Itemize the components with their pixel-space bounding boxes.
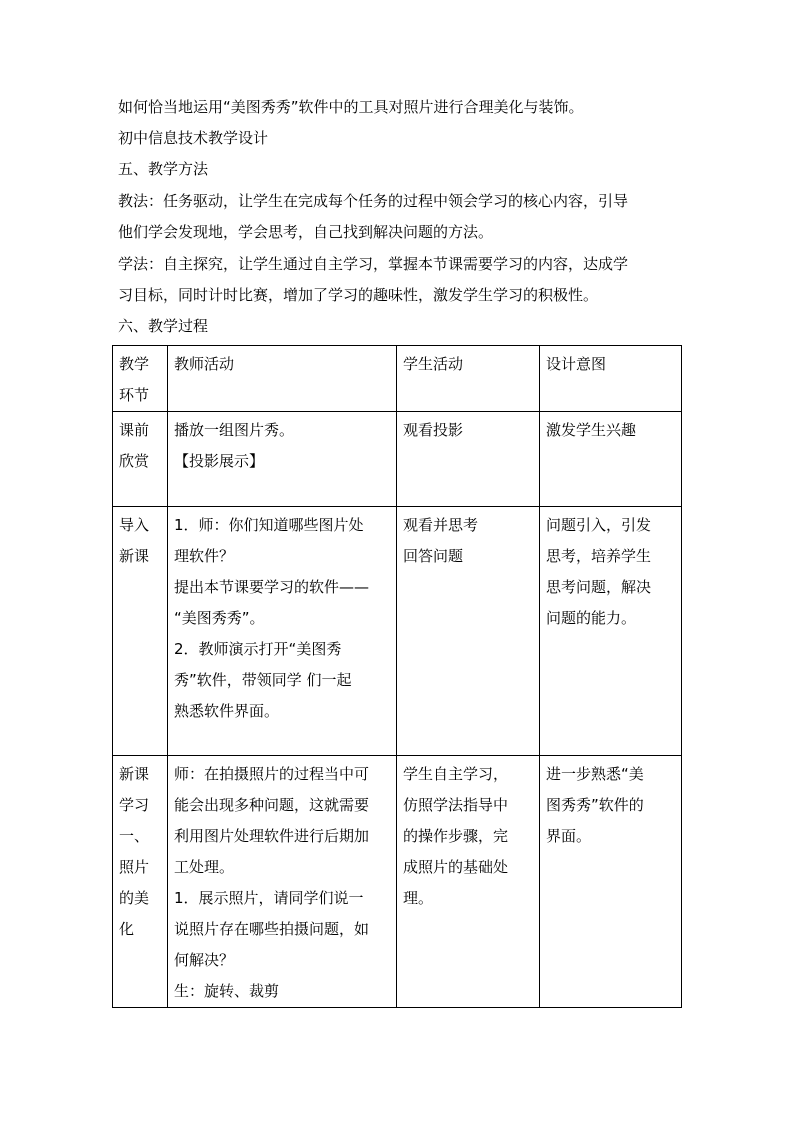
cell-stage: 导入 新课 — [113, 507, 168, 756]
paragraph-teaching-method-line1: 教法：任务驱动，让学生在完成每个任务的过程中领会学习的核心内容，引导 — [118, 192, 629, 210]
paragraph-learning-method-line1: 学法：自主探究，让学生通过自主学习，掌握本节课需要学习的内容，达成学 — [118, 255, 629, 273]
cell-design-intent: 激发学生兴趣 — [540, 412, 682, 507]
cell-stage: 课前 欣赏 — [113, 412, 168, 507]
section-heading-methods: 五、教学方法 — [118, 160, 209, 178]
cell-teacher-activity: 播放一组图片秀。 【投影展示】 — [168, 412, 397, 507]
header-stage: 教学 环节 — [113, 346, 168, 412]
cell-design-intent: 进一步熟悉“美 图秀秀”软件的 界面。 — [540, 756, 682, 1008]
cell-student-activity: 观看投影 — [397, 412, 540, 507]
header-design-intent: 设计意图 — [540, 346, 682, 412]
table-row — [113, 507, 682, 756]
cell-design-intent: 问题引入，引发 思考，培养学生 思考问题，解决 问题的能力。 — [540, 507, 682, 756]
table-row — [113, 756, 682, 1008]
cell-student-activity: 学生自主学习， 仿照学法指导中 的操作步骤，完 成照片的基础处 理。 — [397, 756, 540, 1008]
table-row — [113, 412, 682, 507]
teaching-process-table — [112, 345, 682, 1008]
cell-stage: 新课 学习 一、 照片 的美 化 — [113, 756, 168, 1008]
paragraph-title: 初中信息技术教学设计 — [118, 129, 269, 147]
cell-student-activity: 观看并思考 回答问题 — [397, 507, 540, 756]
paragraph-goal: 如何恰当地运用“美图秀秀”软件中的工具对照片进行合理美化与装饰。 — [118, 98, 584, 116]
header-student-activity: 学生活动 — [397, 346, 540, 412]
paragraph-teaching-method-line2: 他们学会发现地，学会思考，自己找到解决问题的方法。 — [118, 223, 494, 241]
header-teacher-activity: 教师活动 — [168, 346, 397, 412]
cell-teacher-activity: 师：在拍摄照片的过程当中可 能会出现多种问题，这就需要 利用图片处理软件进行后期加 工处理。 1．展示照片，请同学们说一 说照片存在哪些拍摄问题，如 何解决？ 生：旋转、裁剪 — [168, 756, 397, 1008]
cell-teacher-activity: 1．师：你们知道哪些图片处 理软件？ 提出本节课要学习的软件—— “美图秀秀”。 2．教师演示打开“美图秀 秀”软件，带领同学 们一起 熟悉软件界面。 — [168, 507, 397, 756]
paragraph-learning-method-line2: 习目标，同时计时比赛，增加了学习的趣味性，激发学生学习的积极性。 — [118, 286, 599, 304]
section-heading-process: 六、教学过程 — [118, 317, 209, 335]
table-header-row — [113, 346, 682, 412]
